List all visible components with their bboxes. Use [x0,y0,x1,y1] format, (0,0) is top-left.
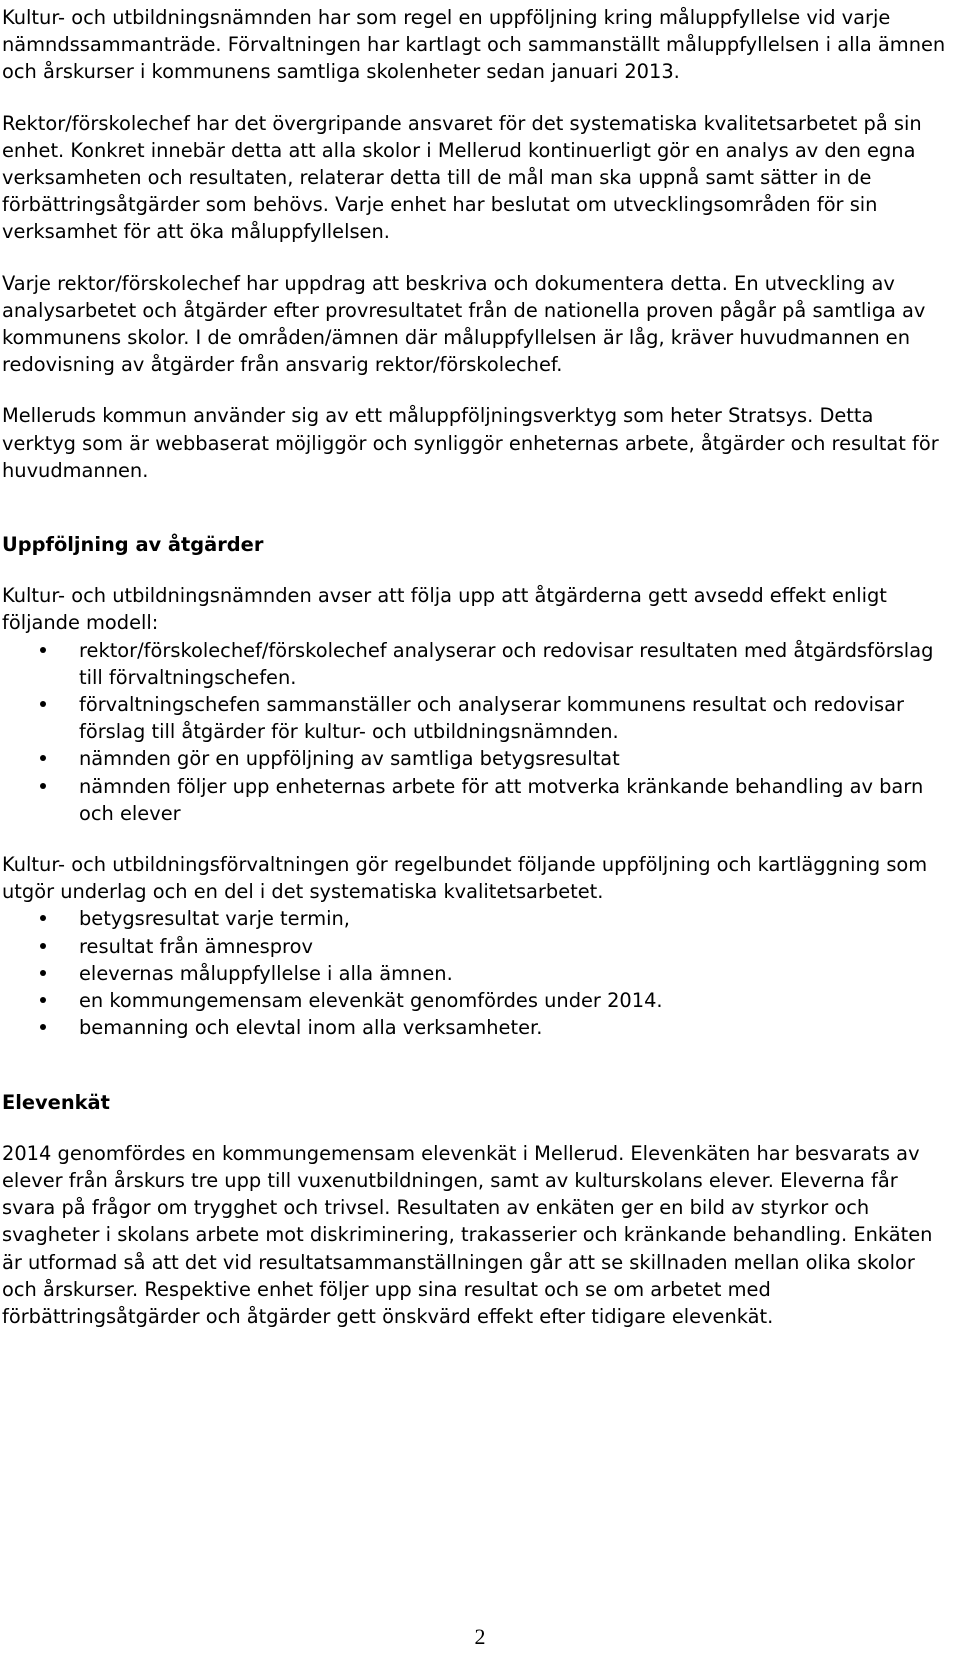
document-body [2,4,952,1330]
paragraph-monitoring: Kultur- och utbildningsnämnden har som regel en uppföljning kring måluppfyllelse vid varje nämndssammanträde. Förvaltningen har kartlagt och sammanställt måluppfyllelsen i alla ämnen och årskurser i kommunens samtliga skolenheter sedan januari 2013. [2,6,946,84]
list-followup-model [2,637,952,827]
list-item: rektor/förskolechef/förskolechef analyserar och redovisar resultaten med åtgärdsförslag till förvaltningschefen. [2,637,952,691]
paragraph-documentation: Varje rektor/förskolechef har uppdrag att beskriva och dokumentera detta. En utveckling av analysarbetet och åtgärder efter provresultatet från de nationella proven pågår på samtliga av kommunens skolor. I de områden/ämnen där måluppfyllelsen är låg, kräver huvudmannen en redovisning av åtgärder från ansvarig rektor/förskolechef. [2,271,926,377]
list-item: resultat från ämnesprov [2,933,952,960]
list-item: bemanning och elevtal inom alla verksamheter. [2,1014,952,1041]
list-item: nämnden följer upp enheternas arbete för att motverka kränkande behandling av barn och elever [2,773,952,827]
heading-followup: Uppföljning av åtgärder [2,533,264,557]
paragraph-survey: 2014 genomfördes en kommungemensam elevenkät i Mellerud. Elevenkäten har besvarats av elever från årskurs tre upp till vuxenutbildningen, samt av kulturskolans elever. Eleverna får svara på frågor om trygghet och trivsel. Resultaten av enkäten ger en bild av styrkor och svagheter i skolans arbete mot diskriminering, trakasserier och kränkande behandling. Enkäten är utformad så att det vid resultatsammanställningen går att se skillnaden mellan olika skolor och årskurser. Respektive enhet följer upp sina resultat och se om arbetet med förbättringsåtgärder och åtgärder gett önskvärd effekt efter tidigare elevenkät. [2,1141,933,1328]
list-item: elevernas måluppfyllelse i alla ämnen. [2,960,952,987]
list-admin-followup [2,905,952,1041]
list-item: betygsresultat varje termin, [2,905,952,932]
paragraph-responsibility: Rektor/förskolechef har det övergripande ansvaret för det systematiska kvalitetsarbetet på sin enhet. Konkret innebär detta att alla skolor i Mellerud kontinuerligt gör en analys av den egna verksamheten och resultaten, relaterar detta till de mål man ska uppnå samt sätter in de förbättringsåtgärder som behövs. Varje enhet har beslutat om utvecklingsområden för sin verksamhet för att öka måluppfyllelsen. [2,111,922,244]
paragraph-stratsys: Melleruds kommun använder sig av ett måluppföljningsverktyg som heter Stratsys. Detta verktyg som är webbaserat möjliggör och synliggör enheternas arbete, åtgärder och resultat för huvudmannen. [2,404,939,482]
list-item: nämnden gör en uppföljning av samtliga betygsresultat [2,745,952,772]
page-number: 2 [474,1624,486,1649]
paragraph-followup-intro: Kultur- och utbildningsnämnden avser att följa upp att åtgärderna gett avsedd effekt enligt följande modell: [2,584,887,635]
paragraph-admin-intro: Kultur- och utbildningsförvaltningen gör regelbundet följande uppföljning och kartläggning som utgör underlag och en del i det systematiska kvalitetsarbetet. [2,853,928,904]
list-item: förvaltningschefen sammanställer och analyserar kommunens resultat och redovisar förslag till åtgärder för kultur- och utbildningsnämnden. [2,691,952,745]
list-item: en kommungemensam elevenkät genomfördes under 2014. [2,987,952,1014]
heading-survey: Elevenkät [2,1090,110,1114]
